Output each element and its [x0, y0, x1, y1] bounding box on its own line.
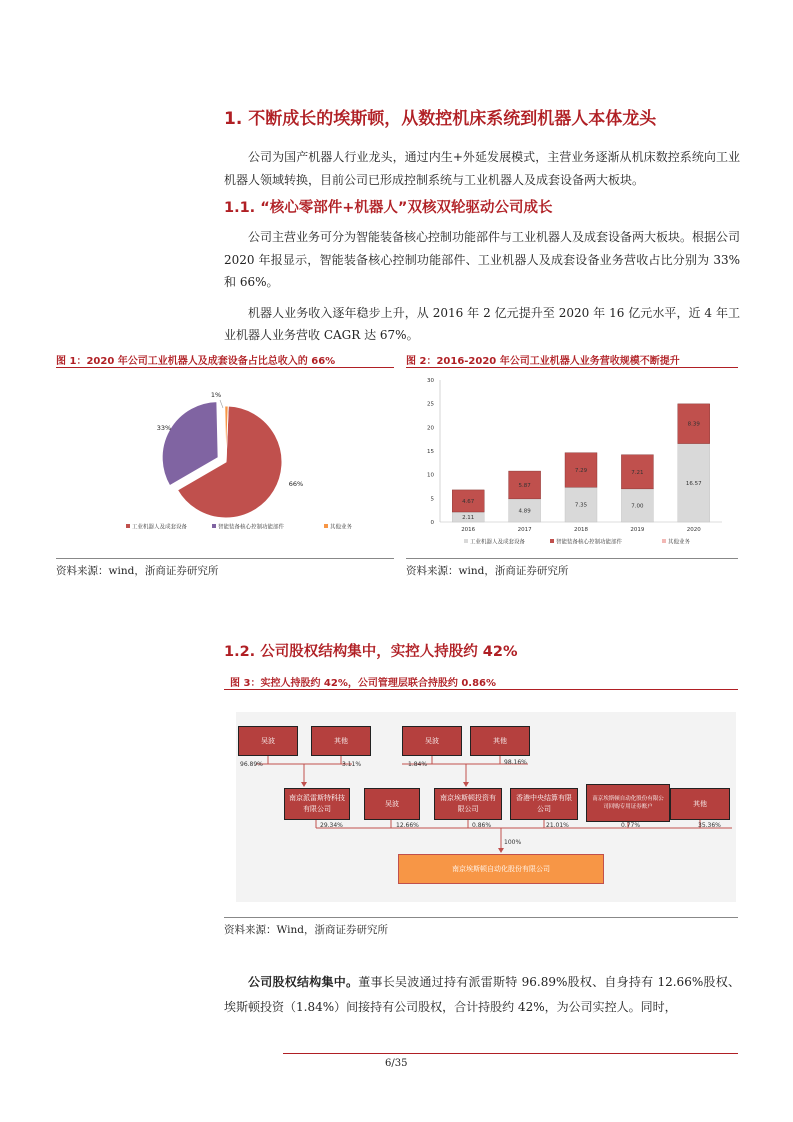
company-box-estun-automation: 南京埃斯顿自动化股份有限公司: [398, 854, 604, 884]
bar-y-tick-1: 5: [430, 496, 434, 503]
shareholder-box-wubo-direct: 吴波: [364, 788, 420, 820]
section-1-1-body: [224, 226, 740, 347]
intro-paragraph: [224, 146, 740, 191]
bar-y-tick-2: 10: [427, 472, 434, 479]
shareholder-box-estun-investment: 南京埃斯顿投资有限公司: [434, 788, 502, 820]
pct-bottom: 100%: [504, 839, 522, 846]
shareholder-box-wubo-top-2: 吴波: [402, 726, 462, 756]
shareholder-box-other-top-2: 其他: [470, 726, 530, 756]
bar-label-2016-series-2: 4.67: [462, 498, 475, 505]
bar-legend-swatch-3: [662, 539, 666, 543]
figure2-caption: 图 2：2016-2020 年公司工业机器人业务营收规模不断提升: [406, 356, 680, 367]
bar-label-2018-series-2: 7.29: [574, 467, 588, 474]
shareholder-box-buyback-account: 南京埃斯顿自动化股份有限公司回购专用证券账户: [586, 784, 670, 822]
bar-label-2017-series-1: 4.89: [518, 508, 531, 515]
bar-label-2017-series-2: 5.87: [518, 482, 531, 489]
shareholder-box-other-mid: 其他: [670, 788, 730, 820]
pct-mid-3: 0.86%: [472, 822, 492, 829]
pct-mid-2: 12.66%: [396, 822, 419, 829]
figure2-bottom-rule: [406, 558, 738, 559]
bar-label-2019-series-2: 7.21: [631, 469, 644, 476]
closing-paragraph: [224, 970, 740, 1020]
bar-legend-swatch-2: [550, 539, 554, 543]
pie-legend-swatch-1: [126, 524, 130, 528]
figure3-source: 资料来源：Wind，浙商证券研究所: [224, 924, 388, 936]
shareholder-box-other-top-1: 其他: [311, 726, 371, 756]
figure1-bottom-rule: [56, 558, 394, 559]
figure1-source: 资料来源：wind，浙商证券研究所: [56, 565, 219, 577]
section-title-1-2: 1.2. 公司股权结构集中，实控人持股约 42%: [224, 644, 518, 660]
pct-top-3: 1.84%: [408, 761, 428, 768]
shareholder-box-wubo-top-1: 吴波: [238, 726, 298, 756]
bar-label-2020-series-1: 16.57: [685, 480, 702, 487]
pct-mid-4: 21.01%: [546, 822, 569, 829]
bar-x-tick-2018: 2018: [574, 527, 588, 533]
paragraph-robot-revenue: 机器人业务收入逐年稳步上升，从 2016 年 2 亿元提升至 2020 年 16 亿元水平，近 4 年工业机器人业务营收 CAGR 达 67%。: [224, 305, 740, 342]
bar-legend-swatch-1: [464, 539, 468, 543]
paragraph-business: 公司主营业务可分为智能装备核心控制功能部件与工业机器人及成套设备两大板块。根据公司 2020 年报显示，智能装备核心控制功能部件、工业机器人及成套设备业务营收占比分别为 33%和 66%。: [224, 230, 741, 289]
pct-top-4: 98.16%: [504, 759, 527, 766]
figure1-top-rule: [56, 367, 394, 368]
bar-y-tick-0: 0: [430, 520, 434, 526]
figure1-caption: 图 1：2020 年公司工业机器人及成套设备占比总收入的 66%: [56, 356, 336, 367]
figure2-top-rule: [406, 367, 738, 368]
bar-x-tick-2020: 2020: [686, 527, 701, 533]
pie-legend-label-2: 智能装备核心控制功能部件: [218, 524, 285, 531]
closing-lead: 公司股权结构集中。: [248, 975, 359, 989]
pct-mid-6: 35.36%: [698, 822, 721, 829]
bar-y-tick-6: 30: [427, 378, 434, 384]
bar-x-tick-2017: 2017: [517, 527, 532, 533]
ownership-diagram: [236, 712, 736, 902]
bar-label-2016-series-1: 2.11: [462, 515, 475, 522]
figure3-caption: 图 3：实控人持股约 42%，公司管理层联合持股约 0.86%: [230, 678, 497, 689]
pie-legend-swatch-3: [324, 524, 328, 528]
pie-leader-line: [220, 400, 223, 408]
pie-legend-label-1: 工业机器人及成套设备: [132, 524, 188, 531]
bar-label-2019-series-1: 7.00: [631, 503, 644, 510]
bar-legend-label-1: 工业机器人及成套设备: [470, 539, 526, 546]
page-number: 6/35: [385, 1058, 408, 1069]
bar-legend-label-2: 智能装备核心控制功能部件: [556, 539, 623, 546]
bar-x-tick-2016: 2016: [461, 527, 476, 533]
section-title-1-1: 1.1. “核心零部件+机器人”双核双轮驱动公司成长: [224, 200, 553, 216]
section-title-1: 1. 不断成长的埃斯顿，从数控机床系统到机器人本体龙头: [224, 109, 657, 129]
pct-mid-1: 29.34%: [320, 822, 343, 829]
pie-chart: [56, 372, 394, 558]
pct-top-1: 96.89%: [240, 761, 263, 768]
figure2-source: 资料来源：wind，浙商证券研究所: [406, 565, 569, 577]
intro-text: 公司为国产机器人行业龙头，通过内生+外延发展模式，主营业务逐渐从机床数控系统向工业机器人领域转换，目前公司已形成控制系统与工业机器人及成套设备两大板块。: [224, 150, 740, 187]
shareholder-box-hkscc: 香港中央结算有限公司: [510, 788, 578, 820]
pie-data-label-1: 66%: [288, 480, 304, 488]
footer-rule: [283, 1053, 738, 1054]
bar-legend-label-3: 其他业务: [668, 539, 691, 546]
bar-y-tick-3: 15: [427, 449, 434, 455]
shareholder-box-pailesite: 南京派雷斯特科技有限公司: [284, 788, 350, 820]
pie-legend-swatch-2: [212, 524, 216, 528]
stacked-bar-chart: [406, 372, 738, 558]
bar-label-2018-series-1: 7.35: [574, 502, 588, 509]
bar-y-tick-5: 25: [427, 401, 434, 408]
pie-legend-label-3: 其他业务: [330, 524, 353, 531]
bar-label-2020-series-2: 8.39: [687, 421, 700, 428]
closing-body: 董事长吴波通过持有派雷斯特 96.89%股权、自身持有 12.66%股权、埃斯顿投资（1.84%）间接持有公司股权，合计持股约 42%，为公司实控人。同时，: [224, 975, 740, 1014]
figure3-top-rule: [224, 689, 738, 690]
bar-x-tick-2019: 2019: [630, 527, 645, 533]
figure3-bottom-rule: [224, 917, 738, 918]
pct-top-2: 3.11%: [342, 761, 362, 768]
pie-data-label-2: 33%: [156, 424, 172, 432]
pie-data-label-3: 1%: [210, 391, 222, 399]
pct-mid-5: 0.77%: [621, 822, 641, 829]
closing-text: [224, 970, 740, 1020]
bar-y-tick-4: 20: [427, 425, 434, 432]
